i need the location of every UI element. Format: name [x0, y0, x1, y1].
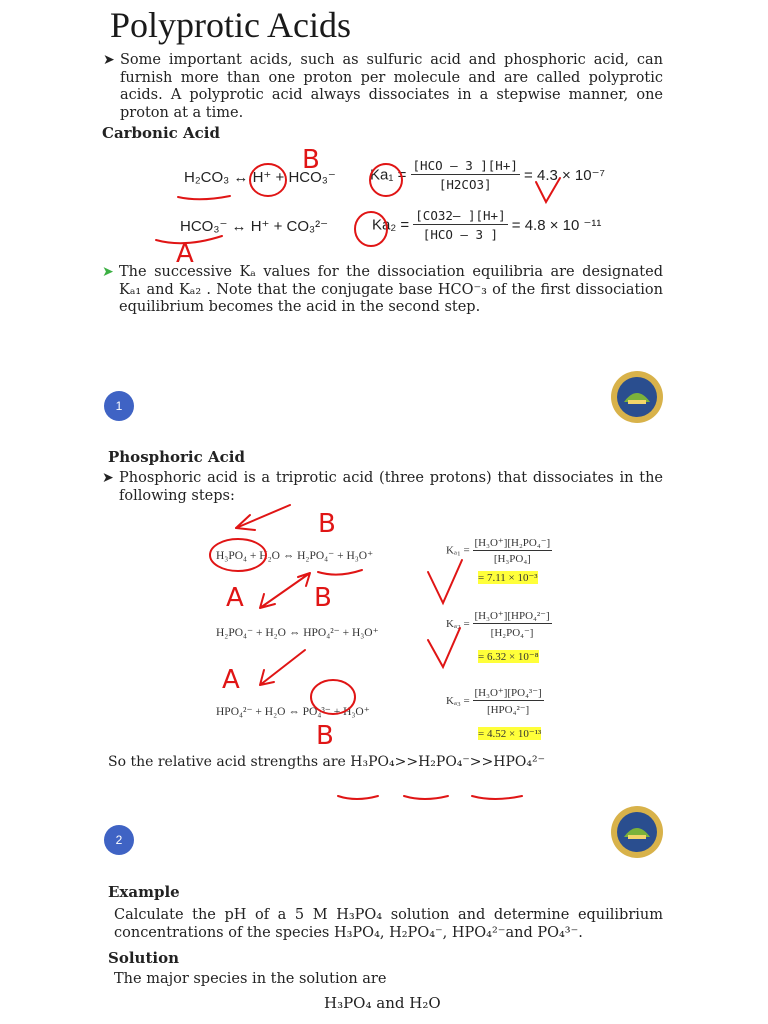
carbonic-acid-heading: Carbonic Acid	[102, 124, 220, 142]
ka-fraction	[473, 686, 544, 716]
carbonic-equation-1	[184, 168, 336, 186]
university-logo	[610, 805, 664, 859]
ka1-value: = 7.11 × 10⁻³	[478, 572, 538, 584]
fraction-denominator: [H2CO3]	[438, 177, 492, 192]
carbonic-ka1	[370, 158, 605, 192]
fraction-numerator: [H₃O⁺][PO₄³⁻]	[474, 687, 542, 699]
ink-letter-b: B	[316, 721, 334, 751]
acid-strengths: So the relative acid strengths are H₃PO₄>>H₂PO₄⁻>>HPO₄²⁻	[108, 754, 545, 770]
fraction-numerator: [CO32– ][H+]	[415, 208, 506, 223]
phosphoric-intro-text: Phosphoric acid is a triprotic acid (three protons) that dissociates in the following steps:	[119, 470, 663, 504]
ka-fraction	[473, 536, 553, 565]
phosphoric-ka3	[446, 686, 544, 716]
page-title: Polyprotic Acids	[110, 5, 351, 45]
phosphoric-intro	[102, 470, 663, 505]
ka-fraction	[473, 609, 552, 639]
bullet-arrow: ➤	[102, 470, 114, 486]
ka-label: Kₐ₁ =	[446, 544, 470, 557]
ka-label: Kₐ₂ =	[446, 618, 470, 630]
ka2-value: = 6.32 × 10⁻⁸	[478, 651, 539, 663]
phosphoric-ka2	[446, 609, 552, 639]
example-text: Calculate the pH of a 5 M H₃PO₄ solution and determine equilibrium concentrations of the species H₃PO₄, H₂PO₄⁻, HPO₄²⁻and PO₄³⁻.	[114, 907, 663, 941]
fraction-denominator: [HCO – 3 ]	[422, 227, 499, 242]
ka-label: Ka₁ =	[370, 166, 407, 184]
fraction-denominator: [H₃PO₄]	[493, 553, 531, 565]
phosphoric-equation-3: HPO₄²⁻ + H₂O ⇔ PO₄³⁻ + H₃O⁺	[216, 706, 370, 718]
ka-fraction	[411, 158, 520, 192]
arrow-annotation	[260, 650, 305, 685]
underline-annotation	[156, 236, 222, 243]
fraction-numerator: [H₃O⁺][HPO₄²⁻]	[474, 610, 550, 622]
checkmark-annotation	[428, 560, 462, 603]
ka-value: = 4.3 × 10⁻⁷	[524, 167, 605, 184]
carbonic-note	[102, 264, 663, 317]
bullet-arrow: ➤	[103, 52, 115, 68]
phosphoric-ka1	[446, 536, 552, 565]
equation-left: H₂CO₃ ↔ H⁺ + HCO₃⁻	[184, 169, 336, 186]
fraction-numerator: [HCO – 3 ][H+]	[412, 158, 518, 173]
phosphoric-equation-2: H₂PO₄⁻ + H₂O ⇔ HPO₄²⁻ + H₃O⁺	[216, 627, 379, 639]
ka-label: Ka₂ =	[372, 216, 410, 234]
intro-paragraph	[103, 52, 663, 122]
ink-letter-a: A	[176, 239, 194, 269]
fraction-numerator: [H₃O⁺][H₂PO₄⁻]	[474, 537, 551, 549]
carbonic-ka2	[372, 208, 601, 242]
ka-value: = 4.8 × 10 ⁻¹¹	[511, 217, 602, 234]
underline-annotation	[338, 796, 378, 799]
phosphoric-equation-1: H₃PO₄ + H₂O ⇔ H₂PO₄⁻ + H₃O⁺	[216, 550, 374, 562]
ink-letter-b: B	[302, 145, 320, 175]
fraction-denominator: [HPO₄²⁻]	[486, 704, 530, 716]
example-heading: Example	[108, 883, 180, 901]
phosphoric-acid-heading: Phosphoric Acid	[108, 448, 245, 466]
arrow-annotation	[260, 573, 310, 608]
university-logo	[610, 370, 664, 424]
intro-text: Some important acids, such as sulfuric acid and phosphoric acid, can furnish more than one proton per molecule and are called polyprotic acids. A polyprotic acid always dissociates in a stepwise manner, one proton at a time.	[120, 52, 663, 121]
bullet-arrow: ➤	[102, 264, 114, 280]
solution-heading: Solution	[108, 949, 179, 967]
ka3-value: = 4.52 × 10⁻¹³	[478, 728, 542, 740]
major-species: H₃PO₄ and H₂O	[324, 994, 441, 1012]
page-number-badge: 1	[104, 391, 134, 421]
ink-letter-a: A	[222, 665, 240, 695]
carbonic-note-text: The successive Kₐ values for the dissociation equilibria are designated Kₐ₁ and Kₐ₂ . Note that the conjugate base HCO⁻₃ of the first dissociation equilibrium becomes the acid in the second step.	[119, 264, 663, 315]
underline-annotation	[404, 796, 448, 799]
ka-label: Kₐ₃ =	[446, 695, 470, 707]
solution-text: The major species in the solution are	[114, 971, 387, 987]
ink-letter-b: B	[318, 509, 336, 539]
carbonic-equation-2	[180, 217, 328, 235]
equation-left: HCO₃⁻ ↔ H⁺ + CO₃²⁻	[180, 218, 329, 235]
ink-letter-b: B	[314, 583, 332, 613]
ink-letter-a: A	[226, 583, 244, 613]
underline-annotation	[318, 570, 362, 575]
fraction-denominator: [H₂PO₄⁻]	[490, 627, 534, 639]
arrow-annotation	[236, 505, 290, 528]
underline-annotation	[178, 196, 230, 199]
ka-fraction	[413, 208, 507, 242]
underline-annotation	[472, 796, 522, 799]
page-number-badge: 2	[104, 825, 134, 855]
